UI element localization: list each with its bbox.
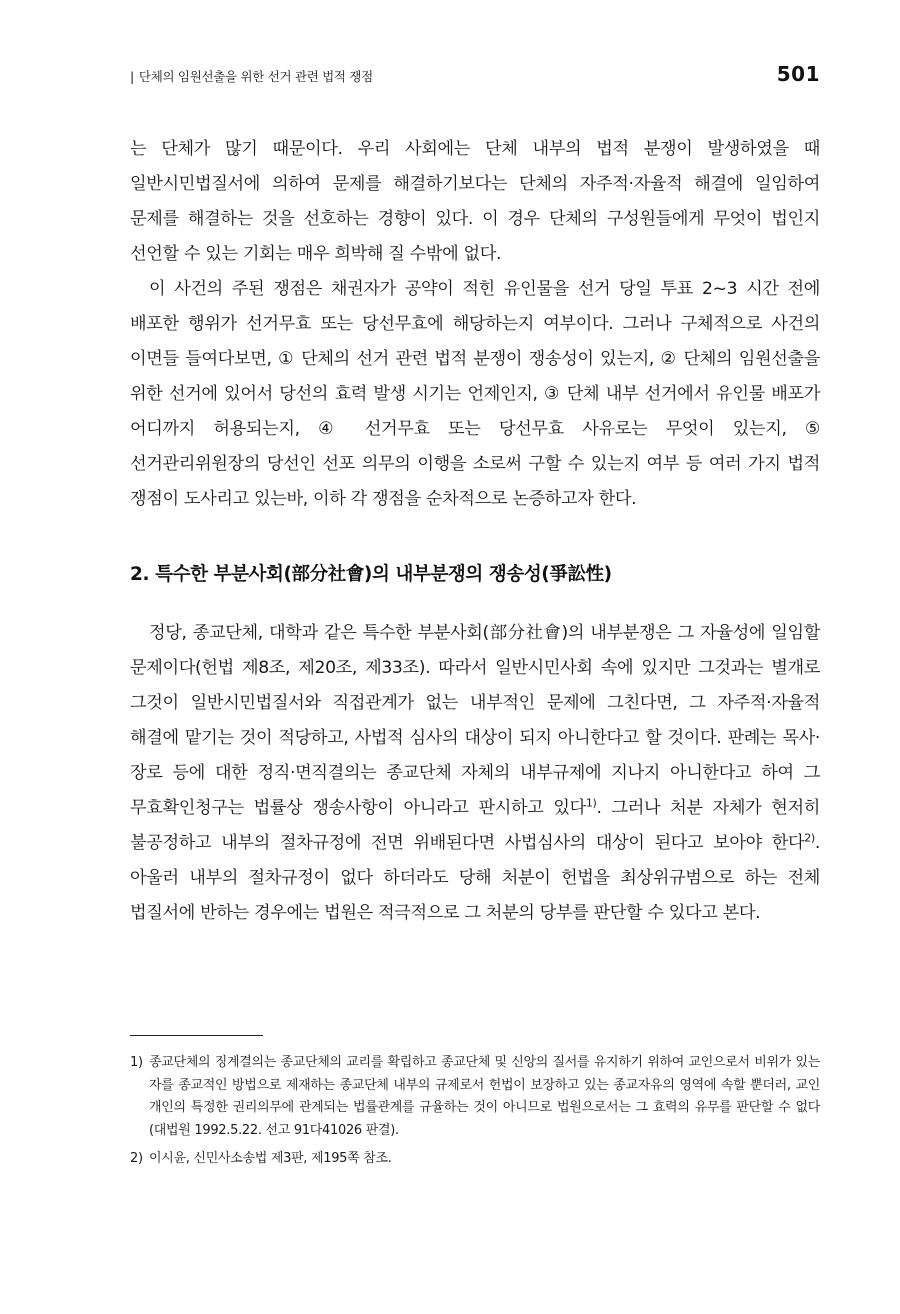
page-content	[130, 62, 820, 931]
footnote-text: 종교단체의 징계결의는 종교단체의 교리를 확립하고 종교단체 및 신앙의 질서를 유지하기 위하여 교인으로서 비위가 있는 자를 종교적인 방법으로 제재하는 종교단체 내부의 규제로서 헌법이 보장하고 있는 종교자유의 영역에 속할 뿐더러, 교인 개인의 특정한 권리의무에 관계되는 법률관계를 규율하는 것이 아니므로 법원으로서는 그 효력의 유무를 판단할 수 없다(대법원 1992.5.22. 선고 91다41026 판결).	[149, 1055, 820, 1138]
section-heading: 2. 특수한 부분사회(部分社會)의 내부분쟁의 쟁송성(爭訟性)	[130, 564, 612, 585]
paragraph-2: 이 사건의 주된 쟁점은 채권자가 공약이 적힌 유인물을 선거 당일 투표 2~3 시간 전에 배포한 행위가 선거무효 또는 당선무효에 해당하는지 여부이다. 그러나 구체적으로 사건의 이면들 들여다보면, ① 단체의 선거 관련 법적 분쟁이 쟁송성이 있는지, ② 단체의 임원선출을 위한 선거에 있어서 당선의 효력 발생 시기는 언제인지, ③ 단체 내부 선거에서 유인물 배포가 어디까지 허용되는지, ④ 선거무효 또는 당선무효 사유로는 무엇이 있는지, ⑤ 선거관리위원장의 당선인 선포 의무의 이행을 소로써 구할 수 있는지 여부 등 여러 가지 법적 쟁점이 도사리고 있는바, 이하 각 쟁점을 순차적으로 논증하고자 한다.	[130, 279, 820, 509]
footnote-ref-1[interactable]: 1)	[585, 796, 597, 810]
footnote-separator-rule	[130, 1035, 263, 1036]
paragraph-3-segment-2: . 그러나 처분 자체가 현저히 불공정하고 내부의 절차규정에 전면 위배된다면 사법심사의 대상이 된다고 보아야 한다	[130, 798, 820, 853]
running-title	[130, 67, 373, 85]
body-text	[130, 132, 820, 931]
footnote-item	[130, 1052, 820, 1142]
paragraph-3-segment-3: . 아울러 내부의 절차규정이 없다 하더라도 당해 처분이 헌법을 최상위규범으로 하는 전체 법질서에 반하는 경우에는 법원은 적극적으로 그 처분의 당부를 판단할 수 있다고 본다.	[130, 833, 820, 923]
paragraph-3-segment-1: 정당, 종교단체, 대학과 같은 특수한 부분사회(部分社會)의 내부분쟁은 그 자율성에 일임할 문제이다(헌법 제8조, 제20조, 제33조). 따라서 일반시민사회 속에 있지만 그것과는 별개로 그것이 일반시민법질서와 직접관계가 없는 내부적인 문제에 그친다면, 그 자주적·자율적 해결에 맡기는 것이 적당하고, 사법적 심사의 대상이 되지 아니한다고 할 것이다. 판례는 목사·장로 등에 대한 정직·면직결의는 종교단체 자체의 내부규제에 지나지 아니한다고 하여 그 무효확인청구는 법률상 쟁송사항이 아니라고 판시하고 있다	[130, 623, 820, 818]
paragraph-1: 는 단체가 많기 때문이다. 우리 사회에는 단체 내부의 법적 분쟁이 발생하였을 때 일반시민법질서에 의하여 문제를 해결하기보다는 단체의 자주적·자율적 해결에 일임하여 문제를 해결하는 것을 선호하는 경향이 있다. 이 경우 단체의 구성원들에게 무엇이 법인지 선언할 수 있는 기회는 매우 희박해 질 수밖에 없다.	[130, 139, 820, 264]
footnote-number: 2)	[130, 1151, 143, 1166]
footnote-ref-2[interactable]: 2)	[804, 831, 815, 845]
footnote-text: 이시윤, 신민사소송법 제3판, 제195쪽 참조.	[149, 1151, 392, 1166]
footnote-item	[130, 1148, 820, 1171]
running-title-rule: |	[130, 69, 134, 84]
running-title-text: 단체의 임원선출을 위한 선거 관련 법적 쟁점	[138, 69, 373, 84]
paragraph-3	[130, 616, 820, 931]
page-number: 501	[776, 62, 820, 86]
footnotes-section	[130, 1035, 820, 1177]
running-head	[130, 62, 820, 92]
footnote-number: 1)	[130, 1055, 143, 1070]
